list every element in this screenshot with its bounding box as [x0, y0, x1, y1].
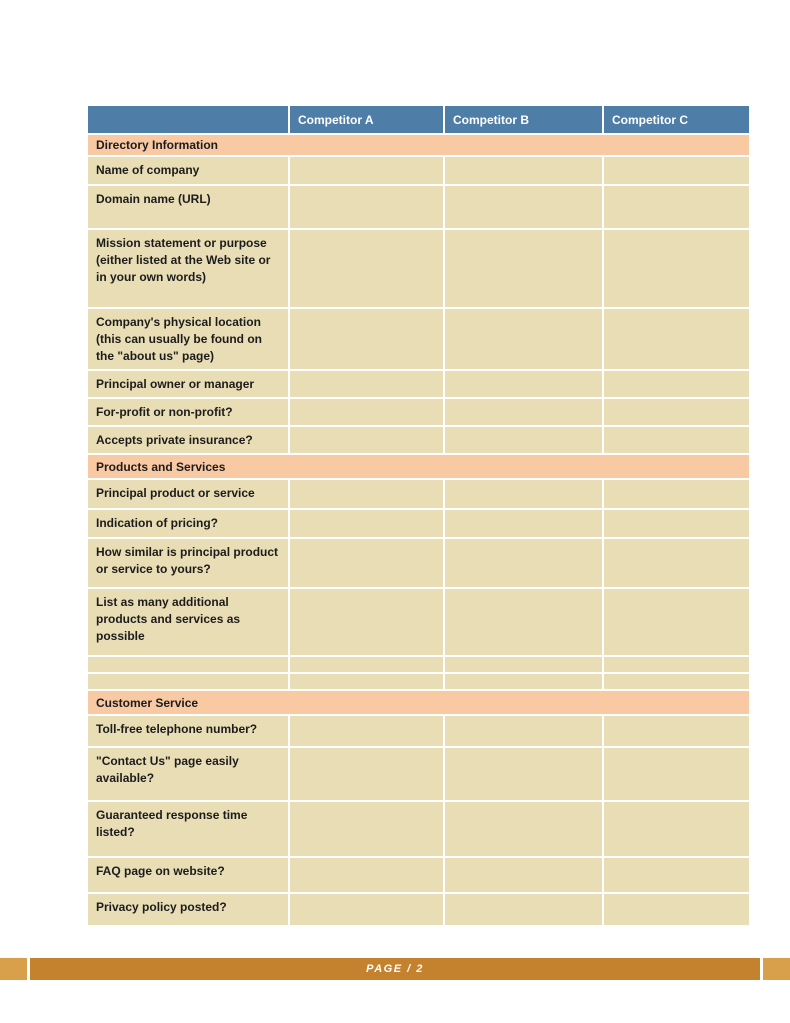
section-header: Directory Information [87, 134, 750, 156]
answer-cell[interactable] [603, 747, 750, 801]
row-label: Company's physical location (this can usually be found on the "about us" page) [87, 308, 289, 370]
row-label: List as many additional products and services as possible [87, 588, 289, 656]
footer-right-accent [763, 958, 790, 980]
row-label: Domain name (URL) [87, 185, 289, 229]
answer-cell[interactable] [289, 801, 444, 857]
answer-cell[interactable] [444, 426, 603, 454]
answer-cell[interactable] [603, 156, 750, 185]
answer-cell[interactable] [289, 588, 444, 656]
answer-cell[interactable] [444, 479, 603, 509]
row-label: "Contact Us" page easily available? [87, 747, 289, 801]
table-row [87, 156, 750, 185]
answer-cell [289, 673, 444, 690]
competitor-analysis-table [86, 104, 751, 927]
table-row [87, 185, 750, 229]
answer-cell[interactable] [603, 479, 750, 509]
table-row [87, 398, 750, 426]
row-label: Principal product or service [87, 479, 289, 509]
answer-cell[interactable] [289, 715, 444, 747]
page-number: PAGE / 2 [366, 963, 424, 975]
row-label: Toll-free telephone number? [87, 715, 289, 747]
footer-bar [30, 958, 760, 980]
answer-cell[interactable] [444, 588, 603, 656]
answer-cell[interactable] [603, 229, 750, 308]
row-label: Name of company [87, 156, 289, 185]
table-header-row [87, 105, 750, 134]
answer-cell [289, 656, 444, 673]
answer-cell[interactable] [444, 509, 603, 538]
table-row [87, 454, 750, 479]
answer-cell[interactable] [603, 398, 750, 426]
answer-cell [603, 656, 750, 673]
table-row [87, 308, 750, 370]
answer-cell[interactable] [289, 370, 444, 398]
table-row [87, 538, 750, 588]
answer-cell[interactable] [603, 185, 750, 229]
answer-cell[interactable] [289, 229, 444, 308]
answer-cell[interactable] [289, 308, 444, 370]
header-col-competitor-c: Competitor C [603, 105, 750, 134]
table-row [87, 747, 750, 801]
answer-cell[interactable] [444, 398, 603, 426]
answer-cell[interactable] [289, 538, 444, 588]
answer-cell[interactable] [444, 538, 603, 588]
table-row [87, 426, 750, 454]
answer-cell[interactable] [444, 857, 603, 893]
section-header: Customer Service [87, 690, 750, 715]
footer-left-accent [0, 958, 27, 980]
answer-cell[interactable] [444, 747, 603, 801]
row-label: FAQ page on website? [87, 857, 289, 893]
answer-cell[interactable] [289, 747, 444, 801]
answer-cell[interactable] [289, 156, 444, 185]
table-row [87, 893, 750, 926]
answer-cell[interactable] [603, 857, 750, 893]
answer-cell[interactable] [444, 229, 603, 308]
answer-cell[interactable] [444, 156, 603, 185]
answer-cell [444, 656, 603, 673]
answer-cell[interactable] [289, 857, 444, 893]
table-row [87, 656, 750, 673]
answer-cell[interactable] [603, 801, 750, 857]
answer-cell[interactable] [444, 185, 603, 229]
answer-cell[interactable] [289, 479, 444, 509]
answer-cell[interactable] [603, 370, 750, 398]
header-col-competitor-a: Competitor A [289, 105, 444, 134]
table-row [87, 509, 750, 538]
answer-cell[interactable] [444, 308, 603, 370]
table-row [87, 134, 750, 156]
answer-cell[interactable] [444, 715, 603, 747]
row-label: Privacy policy posted? [87, 893, 289, 926]
answer-cell[interactable] [444, 370, 603, 398]
header-empty-cell [87, 105, 289, 134]
answer-cell[interactable] [603, 893, 750, 926]
answer-cell[interactable] [603, 426, 750, 454]
row-label: For-profit or non-profit? [87, 398, 289, 426]
table-row [87, 715, 750, 747]
table-row [87, 857, 750, 893]
answer-cell[interactable] [603, 308, 750, 370]
row-label [87, 673, 289, 690]
section-header: Products and Services [87, 454, 750, 479]
table-row [87, 229, 750, 308]
answer-cell[interactable] [603, 588, 750, 656]
answer-cell[interactable] [603, 509, 750, 538]
row-label: Guaranteed response time listed? [87, 801, 289, 857]
header-col-competitor-b: Competitor B [444, 105, 603, 134]
row-label: How similar is principal product or service to yours? [87, 538, 289, 588]
table-row [87, 690, 750, 715]
page-footer [0, 958, 790, 980]
row-label: Accepts private insurance? [87, 426, 289, 454]
row-label: Mission statement or purpose (either listed at the Web site or in your own words) [87, 229, 289, 308]
row-label: Principal owner or manager [87, 370, 289, 398]
answer-cell[interactable] [603, 715, 750, 747]
row-label: Indication of pricing? [87, 509, 289, 538]
row-label [87, 656, 289, 673]
answer-cell[interactable] [289, 426, 444, 454]
table-row [87, 370, 750, 398]
table-row [87, 673, 750, 690]
answer-cell[interactable] [603, 538, 750, 588]
answer-cell[interactable] [289, 398, 444, 426]
answer-cell[interactable] [289, 185, 444, 229]
answer-cell [603, 673, 750, 690]
answer-cell[interactable] [444, 893, 603, 926]
table-row [87, 801, 750, 857]
answer-cell [444, 673, 603, 690]
answer-cell[interactable] [289, 509, 444, 538]
answer-cell[interactable] [444, 801, 603, 857]
table-row [87, 588, 750, 656]
answer-cell[interactable] [289, 893, 444, 926]
table-row [87, 479, 750, 509]
